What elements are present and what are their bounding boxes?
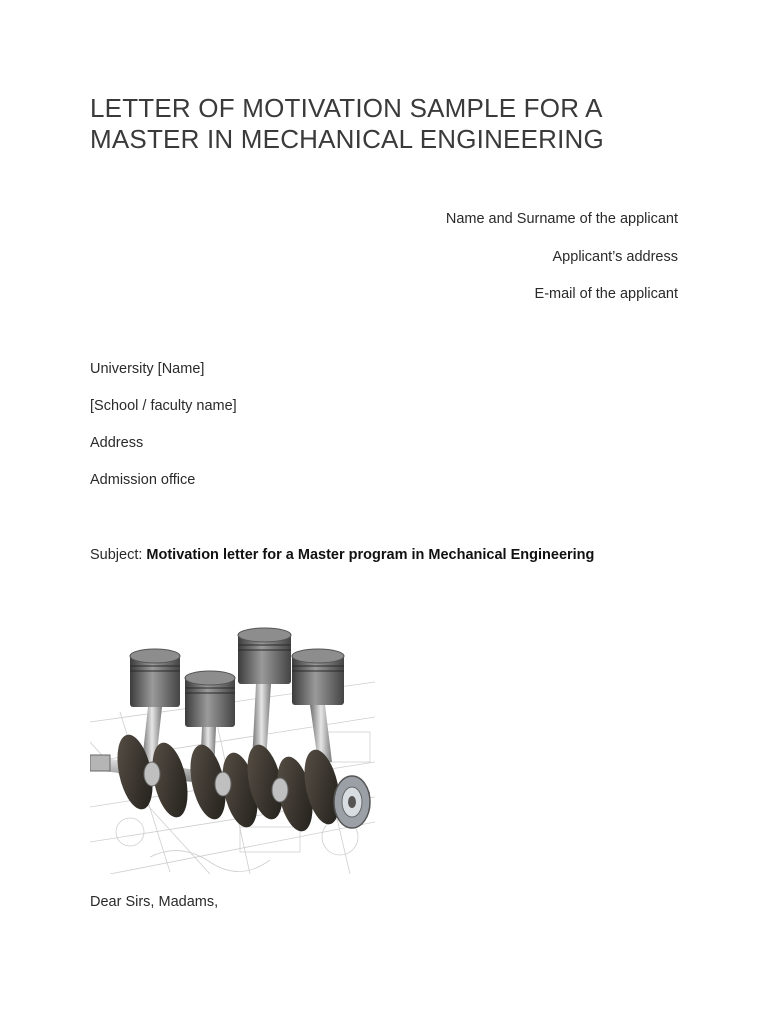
recipient-university: University [Name]	[90, 361, 205, 377]
piston-4	[292, 649, 344, 705]
engine-crankshaft-image	[90, 622, 375, 874]
piston-2	[185, 671, 235, 727]
engine-crankshaft-pistons-icon	[90, 622, 375, 874]
sender-email: E-mail of the applicant	[534, 286, 678, 302]
subject-text: Motivation letter for a Master program in Mechanical Engineering	[146, 547, 595, 563]
recipient-address: Address	[90, 435, 144, 451]
recipient-office: Admission office	[90, 472, 196, 488]
subject-label: Subject:	[90, 547, 147, 563]
sender-address: Applicant’s address	[552, 248, 678, 265]
piston-1	[130, 649, 180, 707]
title-line-1: LETTER OF MOTIVATION SAMPLE FOR A	[90, 93, 603, 123]
recipient-block	[90, 359, 237, 507]
document-title	[90, 93, 690, 155]
piston-3	[238, 628, 291, 684]
title-line-2: MASTER IN MECHANICAL ENGINEERING	[90, 124, 604, 154]
sender-name: Name and Surname of the applicant	[445, 211, 678, 227]
recipient-school: [School / faculty name]	[90, 398, 237, 414]
salutation: Dear Sirs, Madams,	[90, 894, 219, 910]
subject-line	[90, 545, 594, 565]
sender-block	[446, 209, 678, 322]
